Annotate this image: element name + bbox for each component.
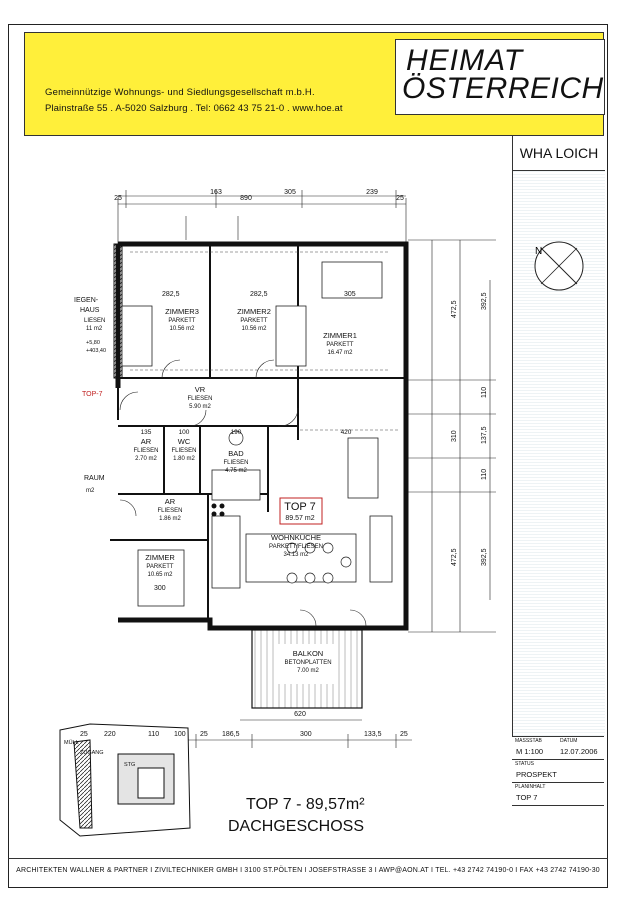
info-table (512, 736, 604, 806)
partial-stiegen-a: IEGEN- (74, 297, 99, 304)
dim-right-h: 392,5 (481, 548, 488, 566)
room-zimmer3-floor: PARKETT (168, 318, 196, 324)
dim-bottom-5: 186,5 (222, 731, 240, 738)
dim-bottom-8: 25 (400, 731, 408, 738)
partial-raum: RAUM (84, 475, 105, 482)
dim-190: 190 (230, 429, 242, 436)
org-address: Plainstraße 55 . A-5020 Salzburg . Tel: 0662 43 75 21-0 . www.hoe.at (45, 103, 343, 114)
footer-credits: ARCHITEKTEN WALLNER & PARTNER I ZIVILTECHNIKER GMBH I 3100 ST.PÖLTEN I JOSEFSTRASSE 3 I AWP@AON.AT I TEL. +43 2742 74190-0 I FAX +43 2742 74190-30 (8, 858, 608, 883)
svg-text:N: N (535, 246, 543, 257)
dim-right-d: 310 (451, 430, 458, 442)
planinhalt-value: TOP 7 (516, 793, 538, 802)
status-value: PROSPEKT (516, 770, 557, 779)
room-zimmer1-area: 16.47 m2 (327, 350, 353, 356)
dim-bottom-7: 133,5 (364, 731, 382, 738)
row-planinhalt (512, 783, 604, 806)
dim-overall: 890 (240, 195, 252, 202)
dim-right-f: 110 (481, 468, 488, 480)
dim-300: 300 (154, 585, 166, 592)
siteplan-zugang: ZUGANG (80, 750, 104, 756)
dim-bottom-2: 110 (148, 731, 160, 738)
dim-top-3: 305 (284, 189, 296, 196)
room-zimmer-area: 10.65 m2 (147, 572, 173, 578)
dim-100: 100 (178, 429, 190, 436)
dim-bottom-0: 25 (80, 731, 88, 738)
dim-282a: 282,5 (162, 291, 180, 298)
room-zimmer1-floor: PARKETT (326, 342, 354, 348)
siteplan-muell: MÜLL (64, 740, 79, 746)
dim-balkon-width: 620 (294, 711, 306, 718)
dim-top-4: 239 (366, 189, 378, 196)
dim-right-e: 137,5 (481, 426, 488, 444)
room-bad-area: 4.75 m2 (225, 468, 247, 474)
project-name: WHA LOICH (513, 136, 605, 171)
room-wc-name: WC (177, 437, 191, 446)
partial-h1: +5,80 (86, 340, 100, 346)
room-zimmer3-area: 10.56 m2 (169, 326, 195, 332)
room-ar2-area: 1.86 m2 (159, 516, 181, 522)
dim-top-2: 163 (210, 189, 222, 196)
dim-right-a: 472,5 (451, 300, 458, 318)
room-zimmer3-name: ZIMMER3 (165, 307, 199, 316)
room-zimmer2-name: ZIMMER2 (237, 307, 271, 316)
room-wohnkueche-floor: PARKETT/FLIESEN (269, 544, 323, 550)
room-balkon-name: BALKON (292, 649, 324, 658)
room-ar1-area: 2.70 m2 (135, 456, 157, 462)
datum-value: 12.07.2006 (560, 747, 598, 756)
datum-label: DATUM (560, 738, 578, 744)
room-zimmer2-area: 10.56 m2 (241, 326, 267, 332)
dim-right-b: 392,5 (481, 292, 488, 310)
top7-label: TOP 7 (284, 501, 316, 513)
dim-bottom-6: 300 (300, 731, 312, 738)
room-vr-floor: FLIESEN (187, 396, 213, 402)
planinhalt-label: PLANINHALT (515, 784, 546, 790)
massstab-label: MASSSTAB (515, 738, 542, 744)
plan-title: TOP 7 - 89,57m² (246, 796, 365, 813)
row-status (512, 760, 604, 783)
top7-area: 89.57 m2 (285, 515, 315, 522)
dim-135: 135 (140, 429, 152, 436)
dim-right-c: 110 (481, 386, 488, 398)
logo-text-heimat: HEIMAT (406, 44, 524, 77)
room-bad-floor: FLIESEN (223, 460, 249, 466)
status-label: STATUS (515, 761, 534, 767)
plan-subtitle: DACHGESCHOSS (228, 818, 365, 835)
room-ar2-floor: FLIESEN (157, 508, 183, 514)
room-wc-floor: FLIESEN (171, 448, 197, 454)
dim-bottom-3: 100 (174, 731, 186, 738)
dim-282b: 282,5 (250, 291, 268, 298)
room-wohnkueche-name: WOHNKÜCHE (271, 533, 321, 542)
partial-m2: m2 (86, 488, 95, 494)
room-zimmer-floor: PARKETT (146, 564, 174, 570)
dim-right-g: 472,5 (451, 548, 458, 566)
room-vr-name: VR (194, 385, 206, 394)
partial-fliesen: LIESEN (84, 318, 106, 324)
dim-420: 420 (340, 429, 352, 436)
logo-text-oesterreich: ÖSTERREICH (402, 72, 604, 105)
siteplan-stg: STG (124, 762, 136, 768)
room-vr-area: 5.90 m2 (189, 404, 211, 410)
dim-top-1: 25 (114, 195, 122, 202)
room-bad-name: BAD (228, 449, 244, 458)
partial-area: 11 m2 (86, 326, 103, 332)
massstab-value: M 1:100 (516, 747, 544, 756)
room-ar1-floor: FLIESEN (133, 448, 159, 454)
partial-top7: TOP-7 (82, 391, 103, 398)
dim-bottom-1: 220 (104, 731, 116, 738)
org-name: Gemeinnützige Wohnungs- und Siedlungsgesellschaft m.b.H. (45, 87, 315, 98)
room-wohnkueche-area: 34.13 m2 (283, 552, 309, 558)
room-balkon-floor: BETONPLATTEN (284, 660, 332, 666)
room-ar2-name: AR (164, 497, 176, 506)
dim-bottom-4: 25 (200, 731, 208, 738)
room-zimmer2-floor: PARKETT (240, 318, 268, 324)
room-balkon-area: 7.00 m2 (297, 668, 319, 674)
partial-h2: +403,40 (86, 348, 107, 354)
room-zimmer1-name: ZIMMER1 (323, 331, 357, 340)
room-ar1-name: AR (140, 437, 152, 446)
partial-stiegen-b: HAUS (80, 307, 100, 314)
dim-top-5: 25 (396, 195, 404, 202)
room-zimmer-name: ZIMMER (145, 553, 175, 562)
row-massstab (512, 737, 604, 760)
dim-305: 305 (344, 291, 356, 298)
room-wc-area: 1.80 m2 (173, 456, 195, 462)
